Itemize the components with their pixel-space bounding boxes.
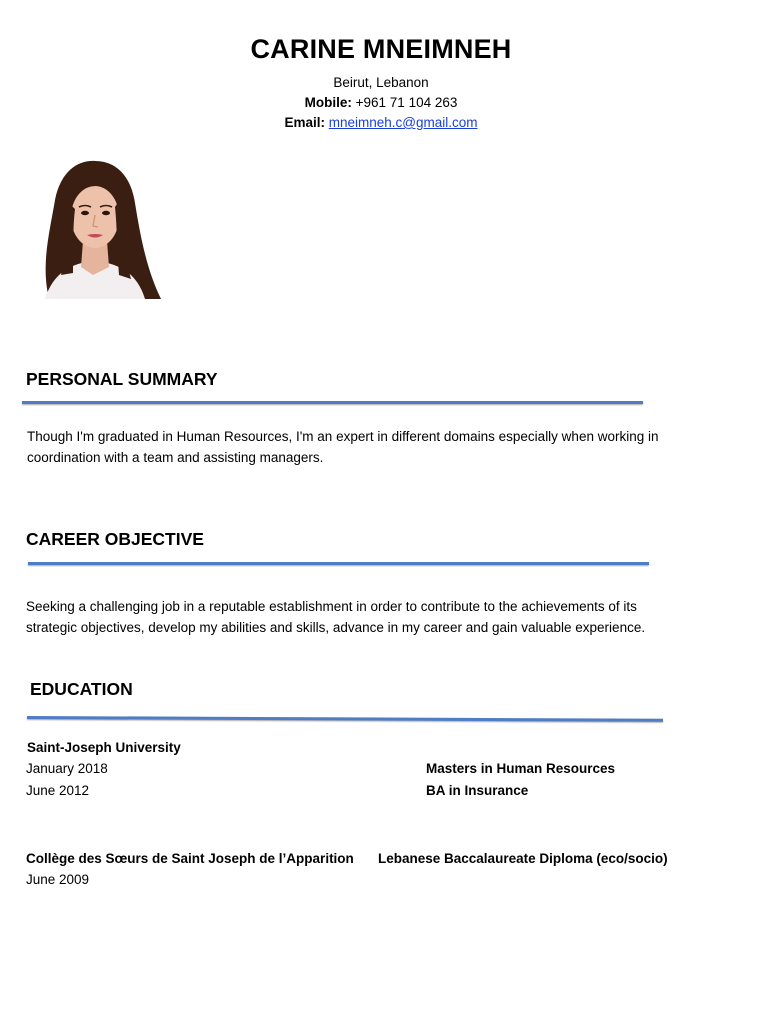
- profile-photo-image: [27, 155, 161, 299]
- candidate-name: CARINE MNEIMNEH: [250, 34, 512, 64]
- university-degree-2: BA in Insurance: [426, 783, 529, 798]
- personal-summary-heading: PERSONAL SUMMARY: [26, 369, 218, 389]
- mobile-label: Mobile:: [304, 95, 352, 110]
- school-degree: Lebanese Baccalaureate Diploma (eco/socio): [378, 851, 668, 866]
- personal-summary-text: [27, 426, 659, 468]
- career-objective-line: strategic objectives, develop my abilities and skills, advance in my career and gain valuable experience.: [26, 620, 646, 635]
- location: Beirut, Lebanon: [333, 75, 429, 90]
- education-divider: [27, 716, 663, 722]
- email-line: [0, 115, 762, 130]
- university-name: Saint-Joseph University: [27, 740, 181, 755]
- email-label: Email:: [284, 115, 325, 130]
- school-name: Collège des Sœurs de Saint Joseph de l’Apparition: [26, 851, 354, 866]
- career-objective-divider: [28, 562, 649, 565]
- education-heading: EDUCATION: [30, 679, 133, 699]
- mobile-value: +961 71 104 263: [355, 95, 458, 110]
- mobile-line: [0, 95, 762, 110]
- career-objective-heading: CAREER OBJECTIVE: [26, 529, 204, 549]
- school-date: June 2009: [26, 872, 90, 887]
- career-objective-text: [26, 596, 645, 638]
- personal-summary-divider: [22, 401, 643, 404]
- email-link[interactable]: mneimneh.c@gmail.com: [328, 115, 478, 130]
- profile-photo: [27, 155, 161, 299]
- university-date-1: January 2018: [26, 761, 108, 776]
- personal-summary-line: coordination with a team and assisting managers.: [27, 450, 324, 465]
- personal-summary-line: Though I'm graduated in Human Resources, I'm an expert in different domains especially when working in: [27, 429, 659, 444]
- university-degree-1: Masters in Human Resources: [426, 761, 616, 776]
- career-objective-line: Seeking a challenging job in a reputable establishment in order to contribute to the achievements of its: [26, 599, 637, 614]
- university-date-2: June 2012: [26, 783, 90, 798]
